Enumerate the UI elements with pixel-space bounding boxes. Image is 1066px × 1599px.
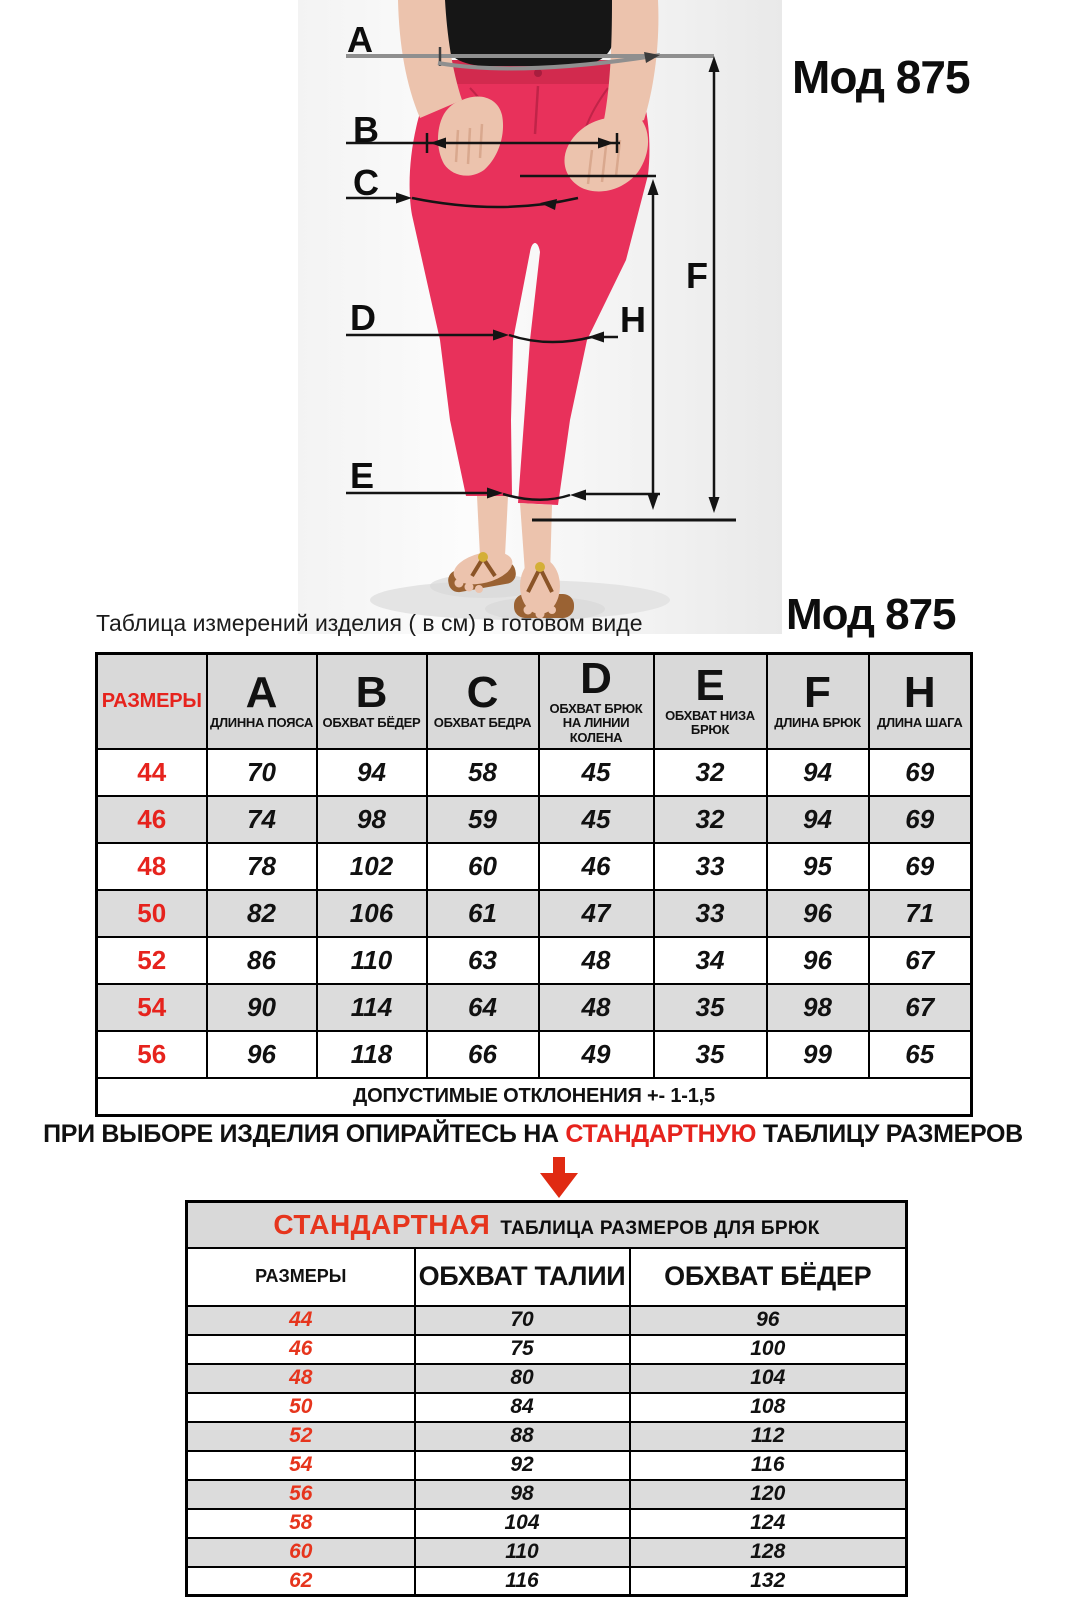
waist-cell: 92	[415, 1451, 630, 1480]
table-row	[97, 890, 972, 937]
size-cell: 46	[97, 796, 207, 843]
model-code: Мод 875	[792, 51, 970, 103]
value-cell: 32	[654, 749, 767, 796]
column-header-c	[427, 654, 539, 749]
advice-text-after: ТАБЛИЦУ РАЗМЕРОВ	[756, 1120, 1023, 1148]
value-cell: 110	[317, 937, 427, 984]
column-letter: F	[804, 668, 831, 718]
value-cell: 48	[539, 984, 654, 1031]
waist-cell: 88	[415, 1422, 630, 1451]
value-cell: 69	[869, 796, 972, 843]
value-cell: 63	[427, 937, 539, 984]
waist-cell: 75	[415, 1335, 630, 1364]
value-cell: 64	[427, 984, 539, 1031]
value-cell: 47	[539, 890, 654, 937]
waist-cell: 116	[415, 1567, 630, 1596]
value-cell: 114	[317, 984, 427, 1031]
advice-line	[0, 1120, 1066, 1149]
size-cell: 60	[187, 1538, 415, 1567]
table-row	[97, 984, 972, 1031]
column-header-f	[767, 654, 869, 749]
value-cell: 70	[207, 749, 317, 796]
standard-table-title	[187, 1202, 907, 1248]
measure-label-b: B	[353, 109, 379, 150]
column-header-d	[539, 654, 654, 749]
value-cell: 61	[427, 890, 539, 937]
hips-cell: 120	[630, 1480, 907, 1509]
table-row	[187, 1538, 907, 1567]
table-row	[97, 796, 972, 843]
value-cell: 46	[539, 843, 654, 890]
hips-cell: 124	[630, 1509, 907, 1538]
size-cell: 54	[97, 984, 207, 1031]
standard-col-waist: ОБХВАТ ТАЛИИ	[415, 1248, 630, 1306]
value-cell: 78	[207, 843, 317, 890]
hips-cell: 108	[630, 1393, 907, 1422]
value-cell: 67	[869, 984, 972, 1031]
hips-cell: 116	[630, 1451, 907, 1480]
value-cell: 99	[767, 1031, 869, 1078]
column-letter: E	[695, 661, 725, 711]
value-cell: 65	[869, 1031, 972, 1078]
value-cell: 59	[427, 796, 539, 843]
column-label: ОБХВАТ БЕДРА	[433, 715, 532, 731]
value-cell: 33	[654, 843, 767, 890]
size-cell: 44	[97, 749, 207, 796]
value-cell: 86	[207, 937, 317, 984]
value-cell: 96	[767, 937, 869, 984]
size-cell: 52	[187, 1422, 415, 1451]
value-cell: 94	[317, 749, 427, 796]
model-code-secondary: Мод 875	[786, 590, 956, 639]
down-arrow-icon	[540, 1157, 578, 1199]
table-row	[187, 1567, 907, 1596]
size-cell: 58	[187, 1509, 415, 1538]
hips-cell: 132	[630, 1567, 907, 1596]
value-cell: 66	[427, 1031, 539, 1078]
table-row	[97, 1031, 972, 1078]
table-row	[187, 1364, 907, 1393]
column-label: ДЛИНА ШАГА	[876, 715, 963, 731]
pants-button	[534, 69, 542, 77]
table-row	[97, 843, 972, 890]
standard-table-title-row	[187, 1202, 907, 1248]
column-letter: C	[466, 668, 499, 718]
table-row	[187, 1393, 907, 1422]
column-header-b	[317, 654, 427, 749]
value-cell: 49	[539, 1031, 654, 1078]
value-cell: 35	[654, 1031, 767, 1078]
size-cell: 52	[97, 937, 207, 984]
sizes-header-cell: РАЗМЕРЫ	[97, 654, 207, 749]
waist-cell: 110	[415, 1538, 630, 1567]
value-cell: 106	[317, 890, 427, 937]
value-cell: 60	[427, 843, 539, 890]
column-label: ОБХВАТ БЁДЕР	[322, 715, 421, 731]
waist-cell: 70	[415, 1306, 630, 1335]
value-cell: 35	[654, 984, 767, 1031]
column-header-h	[869, 654, 972, 749]
hips-cell: 112	[630, 1422, 907, 1451]
measure-label-f: F	[686, 255, 708, 296]
value-cell: 94	[767, 749, 869, 796]
hips-cell: 100	[630, 1335, 907, 1364]
measure-label-c: C	[353, 162, 379, 203]
value-cell: 69	[869, 749, 972, 796]
value-cell: 96	[767, 890, 869, 937]
column-header-e	[654, 654, 767, 749]
table-row	[187, 1335, 907, 1364]
advice-text-before: ПРИ ВЫБОРЕ ИЗДЕЛИЯ ОПИРАЙТЕСЬ НА	[43, 1120, 566, 1148]
value-cell: 95	[767, 843, 869, 890]
value-cell: 71	[869, 890, 972, 937]
size-cell: 48	[187, 1364, 415, 1393]
column-letter: D	[580, 654, 612, 703]
standard-title-highlight: СТАНДАРТНАЯ	[273, 1208, 491, 1240]
column-label: ДЛИННА ПОЯСА	[210, 715, 313, 731]
standard-size-table	[185, 1200, 908, 1597]
size-cell: 44	[187, 1306, 415, 1335]
table-row	[187, 1480, 907, 1509]
column-label: ОБХВАТ БРЮК НА ЛИНИИ КОЛЕНА	[549, 701, 643, 745]
waist-cell: 104	[415, 1509, 630, 1538]
waist-cell: 84	[415, 1393, 630, 1422]
value-cell: 102	[317, 843, 427, 890]
hips-cell: 128	[630, 1538, 907, 1567]
measurement-table-caption: Таблица измерений изделия ( в см) в готовом виде	[96, 610, 643, 636]
table-row	[187, 1509, 907, 1538]
measure-label-e: E	[350, 455, 375, 496]
advice-text-highlight: СТАНДАРТНУЮ	[565, 1120, 757, 1148]
size-cell: 56	[187, 1480, 415, 1509]
value-cell: 74	[207, 796, 317, 843]
table-row	[187, 1451, 907, 1480]
size-cell: 50	[97, 890, 207, 937]
value-cell: 96	[207, 1031, 317, 1078]
column-letter: H	[903, 668, 936, 718]
size-diagram-section	[0, 0, 1066, 640]
measure-label-d: D	[350, 297, 376, 338]
column-letter: A	[245, 668, 278, 718]
value-cell: 98	[767, 984, 869, 1031]
value-cell: 48	[539, 937, 654, 984]
measure-label-a: A	[347, 19, 373, 60]
waist-cell: 98	[415, 1480, 630, 1509]
measurement-table	[95, 652, 973, 1117]
hips-cell: 96	[630, 1306, 907, 1335]
size-cell: 62	[187, 1567, 415, 1596]
size-cell: 56	[97, 1031, 207, 1078]
value-cell: 45	[539, 749, 654, 796]
value-cell: 33	[654, 890, 767, 937]
size-cell: 48	[97, 843, 207, 890]
size-cell: 54	[187, 1451, 415, 1480]
tolerance-row	[97, 1078, 972, 1116]
column-label: ДЛИНА БРЮК	[774, 715, 861, 731]
tolerance-note: ДОПУСТИМЫЕ ОТКЛОНЕНИЯ +- 1-1,5	[97, 1078, 972, 1116]
value-cell: 67	[869, 937, 972, 984]
measure-label-h: H	[620, 299, 646, 340]
standard-table-header-row	[187, 1248, 907, 1306]
value-cell: 32	[654, 796, 767, 843]
value-cell: 58	[427, 749, 539, 796]
table-row	[97, 937, 972, 984]
waist-cell: 80	[415, 1364, 630, 1393]
table-row	[97, 749, 972, 796]
column-letter: B	[355, 668, 388, 718]
standard-col-sizes: РАЗМЕРЫ	[187, 1248, 415, 1306]
value-cell: 118	[317, 1031, 427, 1078]
standard-col-hips: ОБХВАТ БЁДЕР	[630, 1248, 907, 1306]
standard-title-rest: ТАБЛИЦА РАЗМЕРОВ ДЛЯ БРЮК	[500, 1217, 820, 1239]
value-cell: 45	[539, 796, 654, 843]
value-cell: 69	[869, 843, 972, 890]
table-header-row	[97, 654, 972, 749]
value-cell: 94	[767, 796, 869, 843]
left-ankle	[477, 496, 508, 556]
column-header-a	[207, 654, 317, 749]
table-row	[187, 1306, 907, 1335]
value-cell: 90	[207, 984, 317, 1031]
value-cell: 34	[654, 937, 767, 984]
value-cell: 82	[207, 890, 317, 937]
size-cell: 46	[187, 1335, 415, 1364]
value-cell: 98	[317, 796, 427, 843]
column-label: ОБХВАТ НИЗА БРЮК	[665, 708, 755, 738]
hips-cell: 104	[630, 1364, 907, 1393]
size-cell: 50	[187, 1393, 415, 1422]
table-row	[187, 1422, 907, 1451]
